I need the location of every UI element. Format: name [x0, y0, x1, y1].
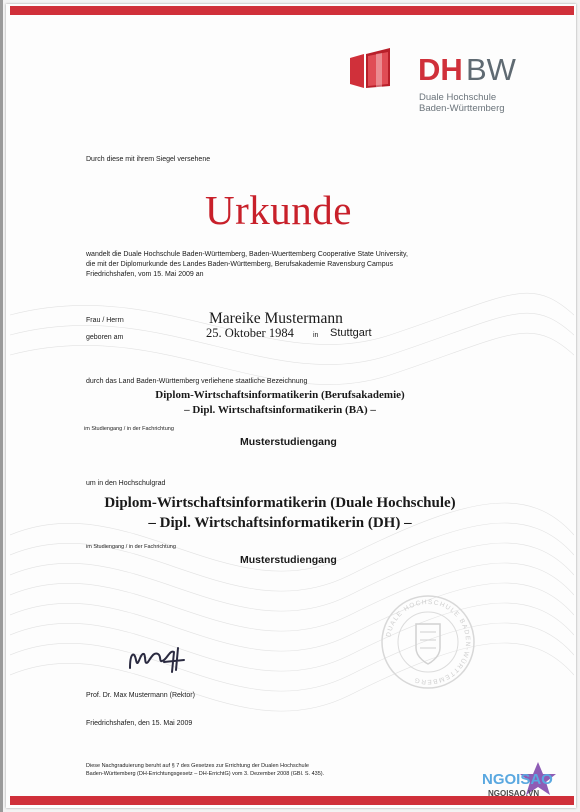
label-in: in [313, 332, 319, 339]
birth-place: Stuttgart [330, 327, 372, 339]
logo-subtitle-2: Baden-Württemberg [419, 103, 505, 114]
signatory: Prof. Dr. Max Mustermann (Rektor) [86, 692, 195, 699]
dhbw-logo-mark [346, 44, 414, 94]
paragraph-line-1: wandelt die Duale Hochschule Baden-Württemberg, Baden-Wuerttemberg Cooperative State University, [86, 251, 408, 258]
degree-line-1: Diplom-Wirtschaftsinformatikerin (Duale Hochschule) [104, 495, 456, 511]
holder-name: Mareike Mustermann [209, 310, 343, 327]
document-title: Urkunde [205, 187, 352, 233]
footnote-line-1: Diese Nachgraduierung beruht auf § 7 des Gesetzes zur Errichtung der Dualen Hochschule [86, 763, 309, 769]
label-born: geboren am [86, 334, 124, 341]
state-title-program-label: im Studiengang / in der Fachrichtung [84, 426, 174, 432]
intro-text: Durch diese mit ihrem Siegel versehene [86, 156, 211, 163]
degree-program: Musterstudiengang [240, 554, 337, 566]
state-title-intro: durch das Land Baden-Württemberg verliehene staatliche Bezeichnung [86, 378, 308, 385]
footnote-line-2: Baden-Württemberg (DH-Errichtungsgesetz – DH-ErrichtG) vom 3. Dezember 2008 (GBl. S. 435). [86, 771, 325, 777]
birth-date: 25. Oktober 1984 [206, 326, 294, 340]
label-name: Frau / Herrn [86, 317, 124, 324]
paragraph-line-3: Friedrichshafen, vom 15. Mai 2009 an [86, 271, 204, 278]
top-red-bar [10, 6, 574, 15]
logo-dh: DH [418, 52, 463, 87]
logo-bw: BW [466, 52, 516, 87]
degree-intro: um in den Hochschulgrad [86, 480, 166, 487]
ngoisao-watermark-logo [480, 760, 570, 800]
logo-subtitle-1: Duale Hochschule [419, 92, 497, 103]
degree-line-2: – Dipl. Wirtschaftsinformatikerin (DH) – [148, 515, 412, 531]
state-title-line-1: Diplom-Wirtschaftsinformatikerin (Berufsakademie) [155, 389, 405, 401]
state-title-program: Musterstudiengang [240, 436, 337, 448]
rector-signature [124, 640, 194, 676]
embossed-seal [378, 592, 478, 692]
svg-text:NGOISAO: NGOISAO [482, 771, 553, 788]
degree-program-label: im Studiengang / in der Fachrichtung [86, 544, 176, 550]
paragraph-line-2: die mit der Diplomurkunde des Landes Baden-Württemberg, Berufsakademie Ravensburg Campus [86, 261, 393, 268]
svg-text:DUALE HOCHSCHULE BADEN-WÜRTTEM: DUALE HOCHSCHULE BADEN-WÜRTTEMBERG [385, 598, 472, 686]
place-date: Friedrichshafen, den 15. Mai 2009 [86, 720, 193, 727]
svg-text:NGOISAO.VN: NGOISAO.VN [488, 789, 540, 798]
state-title-line-2: – Dipl. Wirtschaftsinformatikerin (BA) – [184, 404, 376, 416]
